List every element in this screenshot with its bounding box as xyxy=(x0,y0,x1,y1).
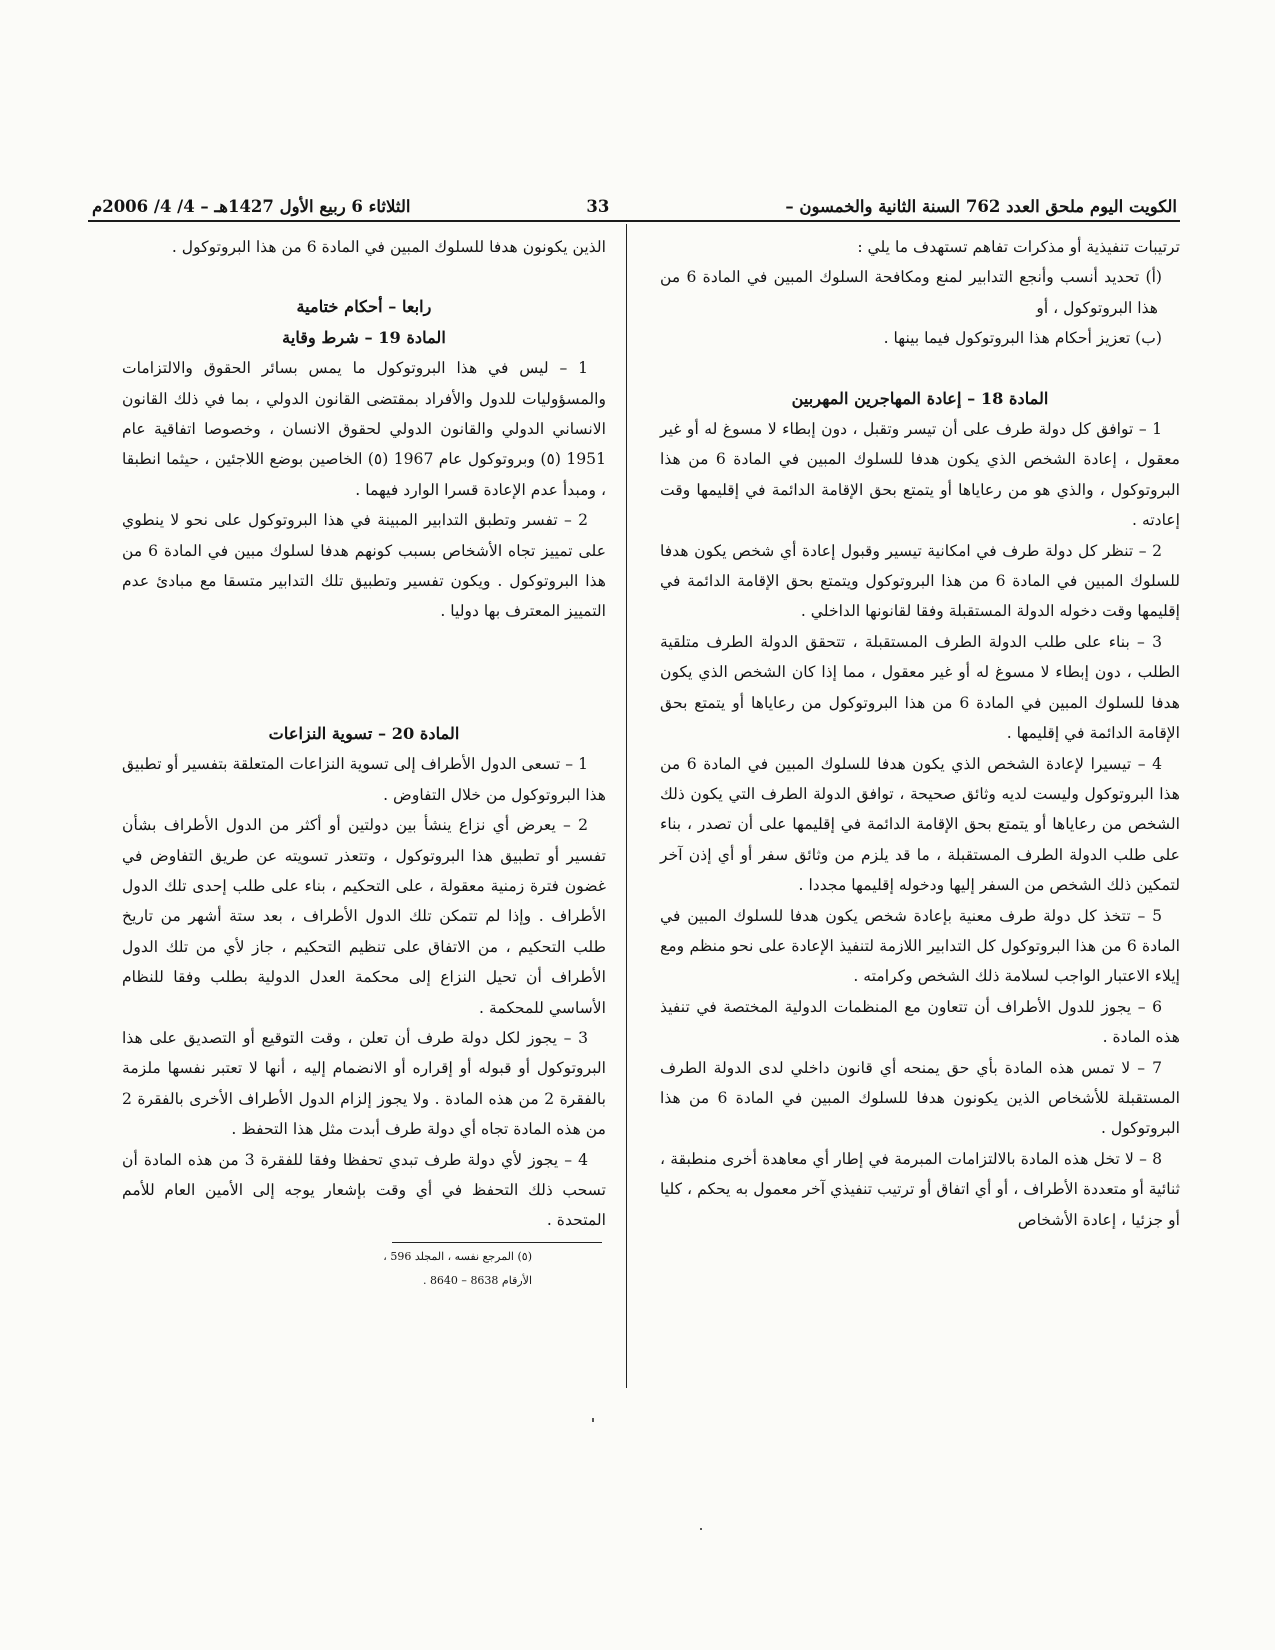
scan-speck xyxy=(592,1418,594,1422)
part-title: رابعا – أحكام ختامية xyxy=(296,297,432,317)
article-18-para-3: 3 – بناء على طلب الدولة الطرف المستقبلة ، تتحقق الدولة الطرف متلقية الطلب ، دون إبطاء لا مسوغ له أو غير معقول ، مما إذا كان الشخص الذي يكون هدفا للسلوك المبين في المادة 6 من هذا البروتوكول من رعاياها أو يتمتع بحق الإقامة الدائمة في إقليمها . xyxy=(660,632,1180,743)
page-number: 33 xyxy=(586,197,610,216)
article-18-para-7: 7 – لا تمس هذه المادة بأي حق يمنحه أي قانون داخلي لدى الدولة الطرف المستقبلة للأشخاص الذين يكونون هدفا للسلوك المبين في المادة 6 من هذا البروتوكول . xyxy=(660,1058,1180,1138)
left-column xyxy=(122,232,606,1293)
header-publication: الكويت اليوم ملحق العدد 762 السنة الثانية والخمسون – xyxy=(785,197,1177,216)
article-20-para-2: 2 – يعرض أي نزاع ينشأ بين دولتين أو أكثر من الدول الأطراف بشأن تفسير أو تطبيق هذا البروتوكول ، وتتعذر تسويته عن طريق التفاوض في غضون فترة زمنية معقولة ، على التحكيم ، بناء على طلب إحدى تلك الدول الأطراف . وإذا لم تتمكن تلك الدول الأطراف ، بعد ستة أشهر من تاريخ طلب التحكيم ، من الاتفاق على تنظيم التحكيم ، جاز لأي من تلك الدول الأطراف أن تحيل النزاع إلى محكمة العدل الدولية بطلب وفقا للنظام الأساسي للمحكمة . xyxy=(122,816,606,1017)
list-item-a: (أ) تحديد أنسب وأنجع التدابير لمنع ومكافحة السلوك المبين في المادة 6 من هذا البروتوكول ، أو xyxy=(660,268,1162,317)
article-18-para-8: 8 – لا تخل هذه المادة بالالتزامات المبرمة في إطار أي معاهدة أخرى منطبقة ، ثنائية أو متعددة الأطراف ، أو أي اتفاق أو ترتيب تنفيذي آخر معمول به يحكم ، كليا أو جزئيا ، إعادة الأشخاص xyxy=(660,1149,1180,1229)
article-18-para-5: 5 – تتخذ كل دولة طرف معنية بإعادة شخص يكون هدفا للسلوك المبين في المادة 6 من هذا البروتوكول كل التدابير اللازمة لتنفيذ الإعادة على نحو منظم ومع إيلاء الاعتبار الواجب لسلامة ذلك الشخص وكرامته . xyxy=(660,906,1181,986)
article-19-title: المادة 19 – شرط وقاية xyxy=(282,327,446,347)
article-18-para-4: 4 – تيسيرا لإعادة الشخص الذي يكون هدفا للسلوك المبين في المادة 6 من هذا البروتوكول وليست لديه وثائق صحيحة ، توافق الدولة الطرف التي يكون ذلك الشخص من رعاياها أو يتمتع بحق الإقامة الدائمة في إقليمها على أن تصدر ، بناء على طلب الدولة الطرف المستقبلة ، ما قد يلزم من وثائق سفر أو أي إذن آخر لتمكين ذلك الشخص من السفر إليها ودخوله إقليمها مجددا . xyxy=(660,754,1180,895)
article-18-para-1: 1 – توافق كل دولة طرف على أن تيسر وتقبل ، دون إبطاء لا مسوغ له أو غير معقول ، إعادة الشخص الذي يكون هدفا للسلوك المبين في المادة 6 من هذا البروتوكول ، والذي هو من رعاياها أو يتمتع بحق الإقامة الدائمة في إقليمها وقت إعادته . xyxy=(660,420,1180,530)
header-date: الثلاثاء 6 ربيع الأول 1427هـ – 4/ 4/ 2006م xyxy=(92,197,411,216)
intro-line: ترتيبات تنفيذية أو مذكرات تفاهم تستهدف ما يلي : xyxy=(857,238,1180,256)
page-header xyxy=(92,186,1177,216)
article-20-para-4: 4 – يجوز لأي دولة طرف تبدي تحفظا وفقا للفقرة 3 من هذه المادة أن تسحب ذلك التحفظ في أي وقت بإشعار يوجه إلى الأمين العام للأمم المتحدة . xyxy=(122,1150,606,1230)
footnote-2: الأرقام 8638 – 8640 . xyxy=(422,1273,532,1287)
article-18-para-2: 2 – تنظر كل دولة طرف في امكانية تيسير وقبول إعادة أي شخص يكون هدفا للسلوك المبين في المادة 6 من هذا البروتوكول ويتمتع بحق الإقامة الدائمة في إقليمها وقت دخوله الدولة المستقبلة وفقا لقانونها الداخلي . xyxy=(660,541,1180,621)
scan-speck xyxy=(700,1528,702,1530)
right-column xyxy=(660,232,1180,1235)
article-19-para-2: 2 – تفسر وتطبق التدابير المبينة في هذا البروتوكول على نحو لا ينطوي على تمييز تجاه الأشخاص بسبب كونهم هدفا لسلوك مبين في المادة 6 من هذا البروتوكول . ويكون تفسير وتطبيق تلك التدابير متسقا مع مبادئ عدم التمييز المعترف بها دوليا . xyxy=(122,511,607,621)
footnote-1: (٥) المرجع نفسه ، المجلد 596 ، xyxy=(383,1249,532,1263)
article-18-para-6: 6 – يجوز للدول الأطراف أن تتعاون مع المنظمات الدولية المختصة في تنفيذ هذه المادة . xyxy=(660,997,1180,1047)
column-divider xyxy=(626,224,627,1388)
article-20-para-1: 1 – تسعى الدول الأطراف إلى تسوية النزاعات المتعلقة بتفسير أو تطبيق هذا البروتوكول من خلال التفاوض . xyxy=(122,755,606,804)
article-20-title: المادة 20 – تسوية النزاعات xyxy=(268,723,460,743)
article-19-para-1: 1 – ليس في هذا البروتوكول ما يمس بسائر الحقوق والالتزامات والمسؤوليات للدول والأفراد بمقتضى القانون الدولي ، بما في ذلك القانون الانساني الدولي والقانون الدولي لحقوق الانسان ، وخصوصا اتفاقية عام 1951 (٥) وبروتوكول عام 1967 (٥) الخاصين بوضع اللاجئين ، حيثما انطبقا ، ومبدأ عدم الإعادة قسرا الوارد فيهما . xyxy=(122,359,607,499)
list-item-b: (ب) تعزيز أحكام هذا البروتوكول فيما بينها . xyxy=(883,329,1162,348)
continuation-text: الذين يكونون هدفا للسلوك المبين في المادة 6 من هذا البروتوكول . xyxy=(171,238,606,256)
article-18-title: المادة 18 – إعادة المهاجرين المهربين xyxy=(791,388,1049,408)
article-20-para-3: 3 – يجوز لكل دولة طرف أن تعلن ، وقت التوقيع أو التصديق على هذا البروتوكول أو قبوله أو إقراره أو الانضمام إليه ، أنها لا تعتبر نفسها ملزمة بالفقرة 2 من هذه المادة . ولا يجوز إلزام الدول الأطراف الأخرى بالفقرة 2 من هذه المادة تجاه أي دولة طرف أبدت مثل هذا التحفظ . xyxy=(122,1028,606,1139)
footnote-rule xyxy=(392,1242,602,1243)
header-rule xyxy=(88,220,1180,222)
